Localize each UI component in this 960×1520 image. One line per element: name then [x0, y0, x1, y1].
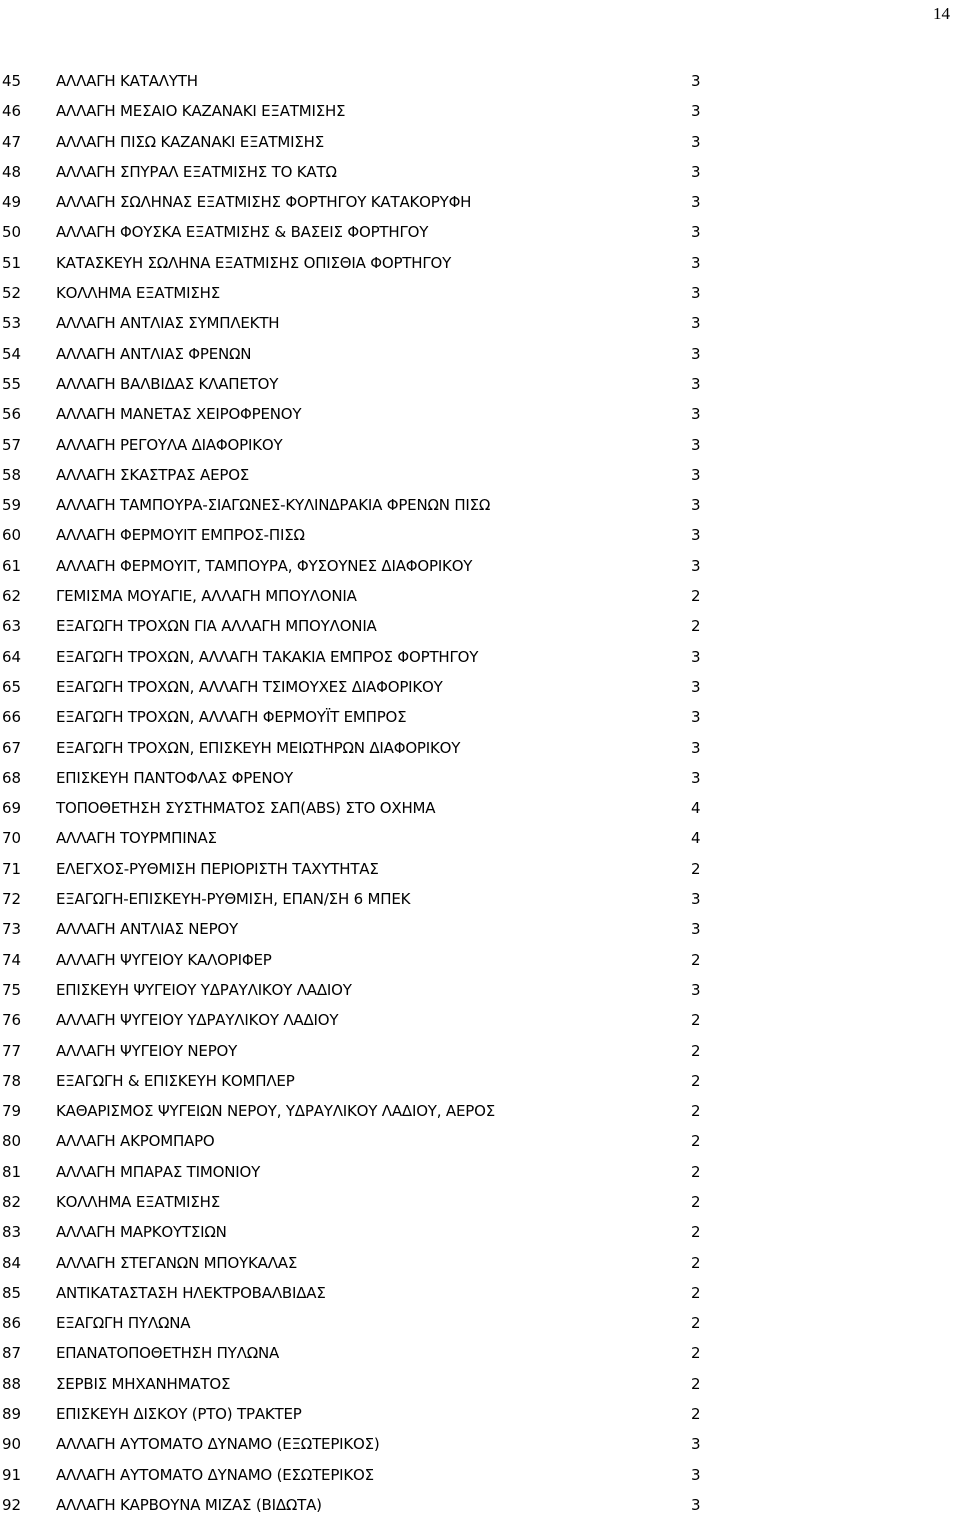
item-value: 3 — [691, 162, 701, 181]
item-value: 3 — [691, 1435, 701, 1454]
item-description: ΑΛΛΑΓΗ ΑΚΡΟΜΠΑΡΟ — [56, 1132, 215, 1151]
item-number: 66 — [2, 708, 22, 727]
list-item — [0, 1399, 960, 1429]
list-item — [0, 672, 960, 702]
item-description: ΑΛΛΑΓΗ ΚΑΤΑΛΥΤΗ — [56, 72, 198, 90]
item-value: 3 — [691, 193, 701, 212]
list-item — [0, 1338, 960, 1368]
list-item — [0, 611, 960, 641]
item-value: 3 — [691, 102, 701, 121]
item-value: 2 — [691, 1132, 701, 1151]
item-value: 2 — [691, 950, 701, 969]
item-value: 2 — [691, 1344, 701, 1363]
item-description: ΑΛΛΑΓΗ ΣΩΛΗΝΑΣ ΕΞΑΤΜΙΣΗΣ ΦΟΡΤΗΓΟΥ ΚΑΤΑΚΟΡΥΦΗ — [56, 193, 472, 212]
list-item — [0, 1490, 960, 1520]
item-number: 57 — [2, 435, 22, 454]
item-value: 2 — [691, 1314, 701, 1333]
item-value: 4 — [691, 799, 701, 818]
item-description: ΕΞΑΓΩΓΗ-ΕΠΙΣΚΕΥΗ-ΡΥΘΜΙΣΗ, ΕΠΑΝ/ΣΗ 6 ΜΠΕΚ — [56, 890, 411, 909]
list-item — [0, 278, 960, 308]
list-item — [0, 430, 960, 460]
list-item — [0, 1066, 960, 1096]
item-description: ΕΞΑΓΩΓΗ ΤΡΟΧΩΝ, ΕΠΙΣΚΕΥΗ ΜΕΙΩΤΗΡΩΝ ΔΙΑΦΟΡΙΚΟΥ — [56, 738, 461, 757]
list-item — [0, 1157, 960, 1187]
item-number: 53 — [2, 314, 22, 333]
item-description: ΑΛΛΑΓΗ ΣΠΥΡΑΛ ΕΞΑΤΜΙΣΗΣ ΤΟ ΚΑΤΩ — [56, 162, 337, 181]
item-value: 3 — [691, 1495, 701, 1514]
list-item — [0, 308, 960, 338]
item-description: ΑΛΛΑΓΗ ΣΚΑΣΤΡΑΣ ΑΕΡΟΣ — [56, 465, 250, 484]
item-value: 2 — [691, 1283, 701, 1302]
item-value: 2 — [691, 1223, 701, 1242]
list-item — [0, 217, 960, 247]
item-description: ΑΛΛΑΓΗ ΠΙΣΩ ΚΑΖΑΝΑΚΙ ΕΞΑΤΜΙΣΗΣ — [56, 132, 324, 151]
item-value: 3 — [691, 677, 701, 696]
item-value: 3 — [691, 72, 701, 90]
item-number: 88 — [2, 1374, 22, 1393]
item-number: 85 — [2, 1283, 22, 1302]
item-number: 78 — [2, 1071, 22, 1090]
item-description: ΕΠΙΣΚΕΥΗ ΨΥΓΕΙΟΥ ΥΔΡΑΥΛΙΚΟΥ ΛΑΔΙΟΥ — [56, 980, 352, 999]
list-item — [0, 1308, 960, 1338]
item-value: 2 — [691, 1011, 701, 1030]
item-description: ΑΛΛΑΓΗ ΜΑΝΕΤΑΣ ΧΕΙΡΟΦΡΕΝΟΥ — [56, 405, 302, 424]
item-description: ΑΛΛΑΓΗ ΑΥΤΟΜΑΤΟ ΔΥΝΑΜΟ (ΕΞΩΤΕΡΙΚΟΣ) — [56, 1435, 380, 1454]
item-value: 2 — [691, 859, 701, 878]
item-description: ΑΛΛΑΓΗ ΤΑΜΠΟΥΡΑ-ΣΙΑΓΩΝΕΣ-ΚΥΛΙΝΔΡΑΚΙΑ ΦΡΕΝΩΝ ΠΙΣΩ — [56, 496, 491, 515]
item-value: 3 — [691, 435, 701, 454]
item-number: 64 — [2, 647, 22, 666]
item-description: ΑΛΛΑΓΗ ΜΑΡΚΟΥΤΣΙΩΝ — [56, 1223, 227, 1242]
item-number: 80 — [2, 1132, 22, 1151]
item-value: 3 — [691, 374, 701, 393]
item-value: 3 — [691, 132, 701, 151]
list-item — [0, 733, 960, 763]
item-value: 3 — [691, 738, 701, 757]
item-number: 61 — [2, 556, 22, 575]
list-item — [0, 96, 960, 126]
item-description: ΑΛΛΑΓΗ ΦΕΡΜΟΥΙΤ ΕΜΠΡΟΣ-ΠΙΣΩ — [56, 526, 305, 545]
item-value: 3 — [691, 405, 701, 424]
item-number: 62 — [2, 587, 22, 606]
item-description: ΑΛΛΑΓΗ ΣΤΕΓΑΝΩΝ ΜΠΟΥΚΑΛΑΣ — [56, 1253, 298, 1272]
item-number: 68 — [2, 768, 22, 787]
item-value: 2 — [691, 1071, 701, 1090]
item-value: 3 — [691, 344, 701, 363]
item-number: 77 — [2, 1041, 22, 1060]
list-item — [0, 369, 960, 399]
item-description: ΕΠΑΝΑΤΟΠΟΘΕΤΗΣΗ ΠΥΛΩΝΑ — [56, 1344, 280, 1363]
item-number: 54 — [2, 344, 22, 363]
item-description: ΑΛΛΑΓΗ ΚΑΡΒΟΥΝΑ ΜΙΖΑΣ (ΒΙΔΩΤΑ) — [56, 1495, 322, 1514]
list-item — [0, 1096, 960, 1126]
item-value: 3 — [691, 223, 701, 242]
item-description: ΑΛΛΑΓΗ ΑΝΤΛΙΑΣ ΣΥΜΠΛΕΚΤΗ — [56, 314, 280, 333]
item-number: 71 — [2, 859, 22, 878]
item-description: ΚΑΤΑΣΚΕΥΗ ΣΩΛΗΝΑ ΕΞΑΤΜΙΣΗΣ ΟΠΙΣΘΙΑ ΦΟΡΤΗΓΟΥ — [56, 253, 452, 272]
job-list — [0, 66, 960, 1520]
item-number: 82 — [2, 1192, 22, 1211]
item-value: 2 — [691, 1253, 701, 1272]
item-description: ΓΕΜΙΣΜΑ ΜΟΥΑΓΙΕ, ΑΛΛΑΓΗ ΜΠΟΥΛΟΝΙΑ — [56, 587, 357, 606]
list-item — [0, 975, 960, 1005]
item-description: ΑΛΛΑΓΗ ΡΕΓΟΥΛΑ ΔΙΑΦΟΡΙΚΟΥ — [56, 435, 283, 454]
list-item — [0, 823, 960, 853]
item-description: ΑΛΛΑΓΗ ΑΝΤΛΙΑΣ ΝΕΡΟΥ — [56, 920, 238, 939]
item-number: 87 — [2, 1344, 22, 1363]
item-number: 46 — [2, 102, 22, 121]
list-item — [0, 642, 960, 672]
list-item — [0, 520, 960, 550]
item-number: 72 — [2, 890, 22, 909]
page-number: 14 — [933, 4, 950, 23]
item-description: ΣΕΡΒΙΣ ΜΗΧΑΝΗΜΑΤΟΣ — [56, 1374, 231, 1393]
item-value: 3 — [691, 314, 701, 333]
item-value: 2 — [691, 1102, 701, 1121]
item-description: ΑΛΛΑΓΗ ΑΥΤΟΜΑΤΟ ΔΥΝΑΜΟ (ΕΣΩΤΕΡΙΚΟΣ — [56, 1465, 374, 1484]
item-value: 3 — [691, 647, 701, 666]
list-item — [0, 1005, 960, 1035]
item-number: 47 — [2, 132, 22, 151]
list-item — [0, 1429, 960, 1459]
item-value: 2 — [691, 1405, 701, 1424]
item-number: 81 — [2, 1162, 22, 1181]
list-item — [0, 1036, 960, 1066]
item-value: 3 — [691, 980, 701, 999]
list-item — [0, 945, 960, 975]
list-item — [0, 399, 960, 429]
item-value: 3 — [691, 556, 701, 575]
item-value: 3 — [691, 465, 701, 484]
item-description: ΑΝΤΙΚΑΤΑΣΤΑΣΗ ΗΛΕΚΤΡΟΒΑΛΒΙΔΑΣ — [56, 1283, 326, 1302]
list-item — [0, 702, 960, 732]
item-value: 2 — [691, 1041, 701, 1060]
list-item — [0, 460, 960, 490]
item-number: 52 — [2, 284, 22, 303]
list-item — [0, 187, 960, 217]
item-description: ΚΟΛΛΗΜΑ ΕΞΑΤΜΙΣΗΣ — [56, 1192, 220, 1211]
item-description: ΑΛΛΑΓΗ ΨΥΓΕΙΟΥ ΝΕΡΟΥ — [56, 1041, 238, 1060]
item-description: ΑΛΛΑΓΗ ΦΟΥΣΚΑ ΕΞΑΤΜΙΣΗΣ & ΒΑΣΕΙΣ ΦΟΡΤΗΓΟΥ — [56, 223, 429, 242]
item-number: 90 — [2, 1435, 22, 1454]
item-description: ΕΞΑΓΩΓΗ ΠΥΛΩΝΑ — [56, 1314, 191, 1333]
item-number: 74 — [2, 950, 22, 969]
item-value: 3 — [691, 708, 701, 727]
item-number: 58 — [2, 465, 22, 484]
item-value: 2 — [691, 1374, 701, 1393]
list-item — [0, 157, 960, 187]
item-number: 45 — [2, 72, 22, 90]
item-number: 67 — [2, 738, 22, 757]
item-number: 49 — [2, 193, 22, 212]
item-description: ΕΠΙΣΚΕΥΗ ΔΙΣΚΟΥ (PTO) ΤΡΑΚΤΕΡ — [56, 1405, 302, 1424]
item-description: ΕΞΑΓΩΓΗ ΤΡΟΧΩΝ, ΑΛΛΑΓΗ ΤΑΚΑΚΙΑ ΕΜΠΡΟΣ ΦΟΡΤΗΓΟΥ — [56, 647, 479, 666]
item-number: 59 — [2, 496, 22, 515]
list-item — [0, 248, 960, 278]
item-number: 92 — [2, 1495, 22, 1514]
item-number: 76 — [2, 1011, 22, 1030]
item-number: 69 — [2, 799, 22, 818]
item-value: 4 — [691, 829, 701, 848]
item-value: 2 — [691, 1162, 701, 1181]
item-description: ΑΛΛΑΓΗ ΨΥΓΕΙΟΥ ΥΔΡΑΥΛΙΚΟΥ ΛΑΔΙΟΥ — [56, 1011, 339, 1030]
list-item — [0, 854, 960, 884]
item-value: 2 — [691, 587, 701, 606]
item-number: 79 — [2, 1102, 22, 1121]
list-item — [0, 1217, 960, 1247]
list-item — [0, 1248, 960, 1278]
item-number: 56 — [2, 405, 22, 424]
item-description: ΑΛΛΑΓΗ ΨΥΓΕΙΟΥ ΚΑΛΟΡΙΦΕΡ — [56, 950, 272, 969]
list-item — [0, 581, 960, 611]
item-number: 50 — [2, 223, 22, 242]
item-value: 3 — [691, 1465, 701, 1484]
list-item — [0, 127, 960, 157]
item-description: ΑΛΛΑΓΗ ΑΝΤΛΙΑΣ ΦΡΕΝΩΝ — [56, 344, 252, 363]
list-item — [0, 1278, 960, 1308]
item-value: 2 — [691, 617, 701, 636]
item-description: ΤΟΠΟΘΕΤΗΣΗ ΣΥΣΤΗΜΑΤΟΣ ΣΑΠ(ABS) ΣΤΟ ΟΧΗΜΑ — [56, 799, 436, 818]
item-number: 84 — [2, 1253, 22, 1272]
item-description: ΕΞΑΓΩΓΗ ΤΡΟΧΩΝ, ΑΛΛΑΓΗ ΦΕΡΜΟΥΪΤ ΕΜΠΡΟΣ — [56, 708, 407, 727]
item-description: ΑΛΛΑΓΗ ΦΕΡΜΟΥΙΤ, ΤΑΜΠΟΥΡΑ, ΦΥΣΟΥΝΕΣ ΔΙΑΦΟΡΙΚΟΥ — [56, 556, 473, 575]
item-number: 89 — [2, 1405, 22, 1424]
item-number: 55 — [2, 374, 22, 393]
list-item — [0, 1460, 960, 1490]
list-item — [0, 490, 960, 520]
item-description: ΕΛΕΓΧΟΣ-ΡΥΘΜΙΣΗ ΠΕΡΙΟΡΙΣΤΗ ΤΑΧΥΤΗΤΑΣ — [56, 859, 379, 878]
item-number: 91 — [2, 1465, 22, 1484]
item-description: ΑΛΛΑΓΗ ΤΟΥΡΜΠΙΝΑΣ — [56, 829, 217, 848]
item-value: 3 — [691, 890, 701, 909]
list-item — [0, 551, 960, 581]
item-description: ΕΠΙΣΚΕΥΗ ΠΑΝΤΟΦΛΑΣ ΦΡΕΝΟΥ — [56, 768, 294, 787]
list-item — [0, 1126, 960, 1156]
list-item — [0, 763, 960, 793]
list-item — [0, 339, 960, 369]
item-number: 65 — [2, 677, 22, 696]
item-description: ΚΑΘΑΡΙΣΜΟΣ ΨΥΓΕΙΩΝ ΝΕΡΟΥ, ΥΔΡΑΥΛΙΚΟΥ ΛΑΔΙΟΥ, ΑΕΡΟΣ — [56, 1102, 495, 1121]
item-number: 51 — [2, 253, 22, 272]
item-description: ΕΞΑΓΩΓΗ ΤΡΟΧΩΝ, ΑΛΛΑΓΗ ΤΣΙΜΟΥΧΕΣ ΔΙΑΦΟΡΙΚΟΥ — [56, 677, 443, 696]
item-value: 3 — [691, 920, 701, 939]
item-number: 86 — [2, 1314, 22, 1333]
list-item — [0, 914, 960, 944]
list-item — [0, 884, 960, 914]
item-number: 63 — [2, 617, 22, 636]
item-value: 3 — [691, 768, 701, 787]
item-value: 3 — [691, 496, 701, 515]
item-number: 75 — [2, 980, 22, 999]
item-value: 3 — [691, 526, 701, 545]
list-item — [0, 793, 960, 823]
item-value: 3 — [691, 253, 701, 272]
list-item — [0, 1187, 960, 1217]
item-description: ΑΛΛΑΓΗ ΜΕΣΑΙΟ ΚΑΖΑΝΑΚΙ ΕΞΑΤΜΙΣΗΣ — [56, 102, 346, 121]
item-value: 2 — [691, 1192, 701, 1211]
item-number: 73 — [2, 920, 22, 939]
list-item — [0, 66, 960, 96]
item-number: 70 — [2, 829, 22, 848]
item-description: ΑΛΛΑΓΗ ΒΑΛΒΙΔΑΣ ΚΛΑΠΕΤΟΥ — [56, 374, 279, 393]
item-number: 48 — [2, 162, 22, 181]
item-description: ΑΛΛΑΓΗ ΜΠΑΡΑΣ ΤΙΜΟΝΙΟΥ — [56, 1162, 261, 1181]
item-number: 60 — [2, 526, 22, 545]
item-description: ΚΟΛΛΗΜΑ ΕΞΑΤΜΙΣΗΣ — [56, 284, 220, 303]
item-description: ΕΞΑΓΩΓΗ & ΕΠΙΣΚΕΥΗ ΚΟΜΠΛΕΡ — [56, 1071, 295, 1090]
item-value: 3 — [691, 284, 701, 303]
list-item — [0, 1369, 960, 1399]
item-number: 83 — [2, 1223, 22, 1242]
item-description: ΕΞΑΓΩΓΗ ΤΡΟΧΩΝ ΓΙΑ ΑΛΛΑΓΗ ΜΠΟΥΛΟΝΙΑ — [56, 617, 377, 636]
